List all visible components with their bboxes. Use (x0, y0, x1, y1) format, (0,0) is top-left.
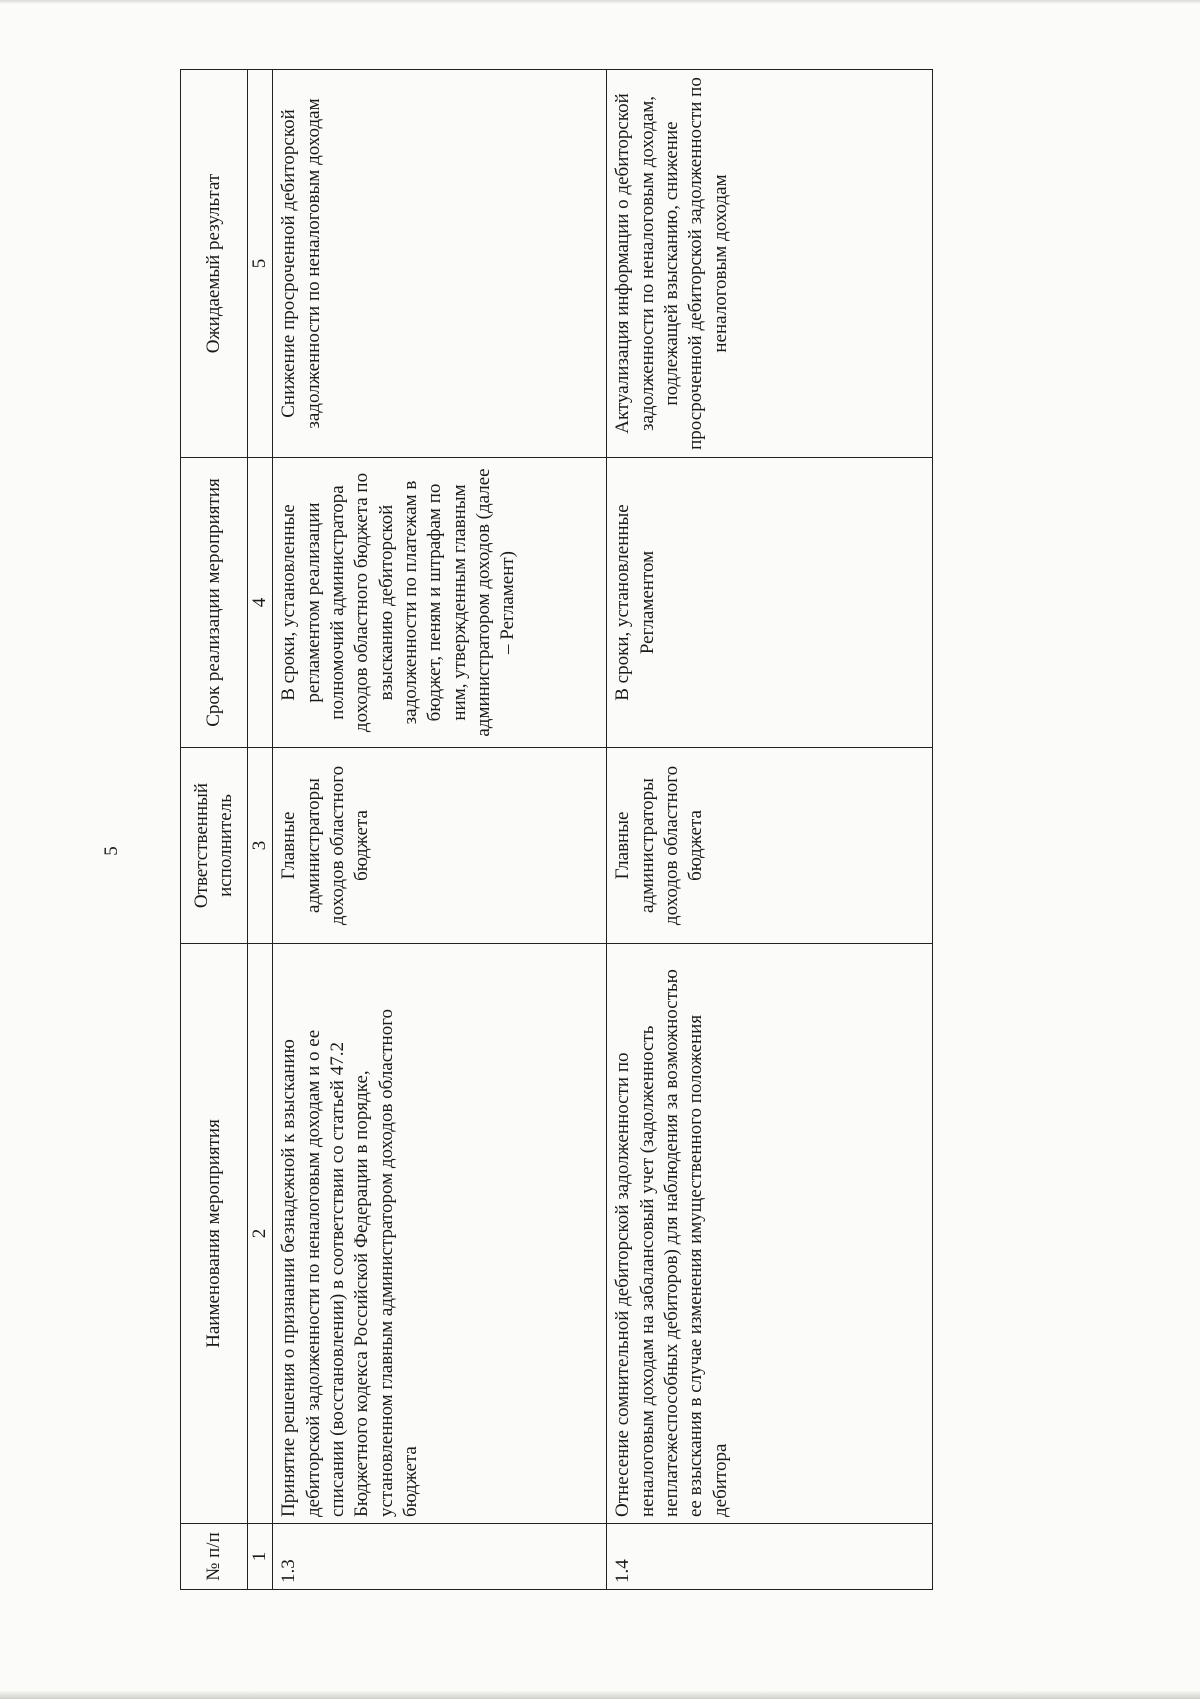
table-row (273, 70, 607, 1590)
result-cell: Снижение просроченной дебиторской задолженности по неналоговым доходам (273, 70, 607, 458)
page-number: 5 (101, 846, 122, 856)
column-number-cell: 1 (248, 1524, 273, 1590)
table-row (607, 70, 933, 1590)
result-cell: Актуализация информации о дебиторской задолженности по неналоговым доходам, подлежащей взысканию, снижение просроченной дебиторской задолженности по неналоговым доходам (607, 70, 933, 458)
term-cell: В сроки, установленные Регламентом (607, 458, 933, 748)
responsible-cell: Главные администраторы доходов областного бюджета (607, 748, 933, 944)
column-number-cell: 5 (248, 70, 273, 458)
header-cell-term: Срок реализации мероприятия (181, 458, 248, 748)
scan-edge-bottom (0, 1690, 1200, 1699)
row-number-cell: 1.3 (273, 1524, 607, 1590)
column-number-row (248, 70, 273, 1590)
header-cell-responsible: Ответственный исполнитель (181, 748, 248, 944)
header-cell-number: № п/п (181, 1524, 248, 1590)
measures-table (180, 69, 933, 1590)
column-number-cell: 3 (248, 748, 273, 944)
measure-name-cell: Отнесение сомнительной дебиторской задолженности по неналоговым доходам на забалансовый учет (задолженность неплатежеспособных дебиторов) для наблюдения за возможностью ее взыскания в случае изменения имущественного положения дебитора (607, 944, 933, 1524)
header-row (181, 70, 248, 1590)
row-number-cell: 1.4 (607, 1524, 933, 1590)
measure-name-cell: Принятие решения о признании безнадежной к взысканию дебиторской задолженности по неналоговым доходам и о ее списании (восстановлении) в соответствии со статьей 47.2 Бюджетного кодекса Российской Федерации в порядке, установленном главным администратором доходов областного бюджета (273, 944, 607, 1524)
responsible-cell: Главные администраторы доходов областного бюджета (273, 748, 607, 944)
header-cell-name: Наименования мероприятия (181, 944, 248, 1524)
scan-edge-top (0, 0, 1200, 4)
term-cell: В сроки, установленные регламентом реализации полномочий администратора доходов областного бюджета по взысканию дебиторской задолженности по платежам в бюджет, пеням и штрафам по ним, утвержденным главным администратором доходов (далее – Регламент) (273, 458, 607, 748)
rotated-table-container (180, 70, 920, 1590)
column-number-cell: 2 (248, 944, 273, 1524)
column-number-cell: 4 (248, 458, 273, 748)
header-cell-result: Ожидаемый результат (181, 70, 248, 458)
